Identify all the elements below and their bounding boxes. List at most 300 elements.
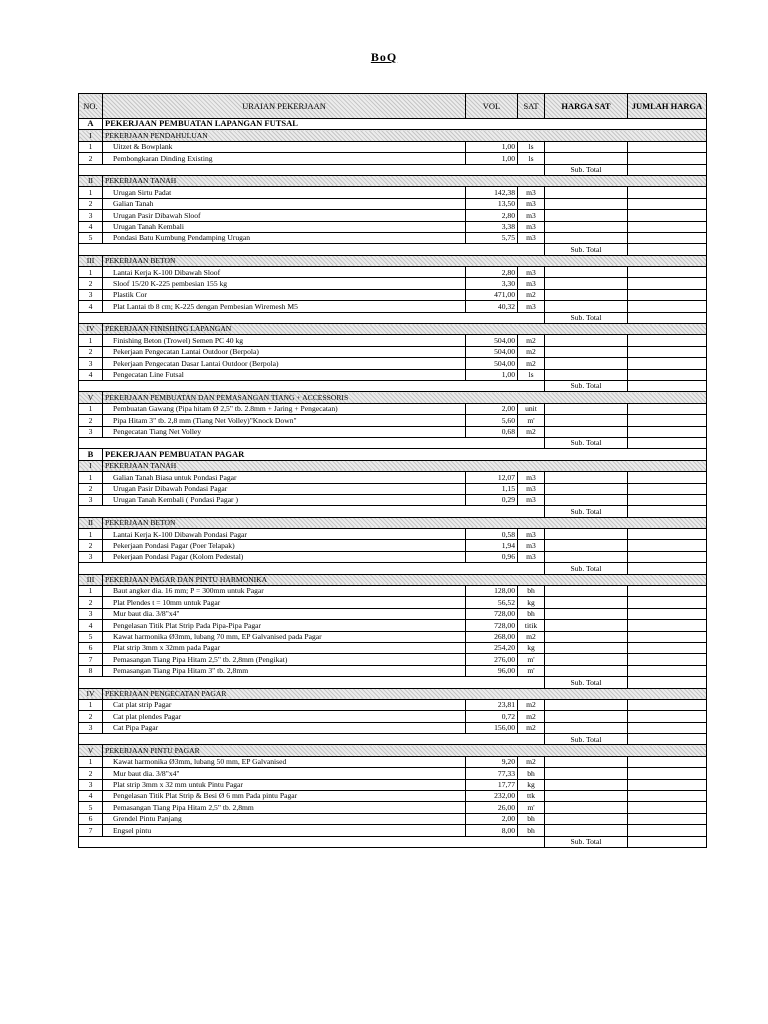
boq-table: [78, 93, 707, 848]
subtotal-spacer: [79, 164, 545, 175]
table-row: [79, 301, 707, 312]
table-row: [79, 791, 707, 802]
table-row: [79, 631, 707, 642]
table-row: [79, 232, 707, 243]
item-jumlah-harga: [628, 198, 707, 209]
subtotal-label: Sub. Total: [545, 312, 628, 323]
item-no: 3: [79, 426, 103, 437]
item-harga-sat: [545, 540, 628, 551]
group-title: PEKERJAAN TANAH: [103, 460, 707, 471]
item-description: Galian Tanah: [103, 198, 466, 209]
item-unit: ls: [518, 141, 545, 152]
item-description: Plastik Cor: [103, 289, 466, 300]
item-volume: 2,80: [466, 267, 518, 278]
table-row: [79, 335, 707, 346]
item-unit: m': [518, 665, 545, 676]
item-volume: 3,30: [466, 278, 518, 289]
item-harga-sat: [545, 802, 628, 813]
item-unit: m2: [518, 631, 545, 642]
group-title: PEKERJAAN PAGAR DAN PINTU HARMONIKA: [103, 574, 707, 585]
header-sat: SAT: [518, 94, 545, 119]
item-description: Uitzet & Bowplank: [103, 141, 466, 152]
item-volume: 40,32: [466, 301, 518, 312]
table-row: [79, 642, 707, 653]
item-unit: m2: [518, 346, 545, 357]
item-harga-sat: [545, 472, 628, 483]
item-volume: 728,00: [466, 608, 518, 619]
item-no: 3: [79, 779, 103, 790]
item-no: 2: [79, 153, 103, 164]
group-code: I: [79, 460, 103, 471]
item-unit: m3: [518, 267, 545, 278]
item-unit: m3: [518, 210, 545, 221]
subtotal-value: [628, 734, 707, 745]
item-volume: 5,75: [466, 232, 518, 243]
item-volume: 8,00: [466, 825, 518, 836]
item-volume: 26,00: [466, 802, 518, 813]
item-volume: 23,81: [466, 699, 518, 710]
item-harga-sat: [545, 335, 628, 346]
item-harga-sat: [545, 597, 628, 608]
item-no: 1: [79, 472, 103, 483]
subtotal-row: [79, 506, 707, 517]
item-description: Pondasi Batu Kumbung Pendamping Urugan: [103, 232, 466, 243]
table-row: [79, 141, 707, 152]
item-jumlah-harga: [628, 551, 707, 562]
item-no: 1: [79, 586, 103, 597]
group-code: V: [79, 745, 103, 756]
item-unit: m3: [518, 187, 545, 198]
item-description: Pembuatan Gawang (Pipa hitam Ø 2,5" tb. 2.8mm + Jaring + Pengecatan): [103, 403, 466, 414]
item-harga-sat: [545, 221, 628, 232]
item-jumlah-harga: [628, 756, 707, 767]
item-jumlah-harga: [628, 722, 707, 733]
item-no: 3: [79, 608, 103, 619]
header-uraian: URAIAN PEKERJAAN: [103, 94, 466, 119]
item-no: 4: [79, 221, 103, 232]
item-jumlah-harga: [628, 358, 707, 369]
item-unit: kg: [518, 642, 545, 653]
item-no: 1: [79, 187, 103, 198]
item-unit: m3: [518, 472, 545, 483]
item-no: 1: [79, 141, 103, 152]
item-unit: m2: [518, 335, 545, 346]
item-volume: 2,00: [466, 403, 518, 414]
item-harga-sat: [545, 711, 628, 722]
item-unit: m3: [518, 483, 545, 494]
item-harga-sat: [545, 494, 628, 505]
subtotal-label: Sub. Total: [545, 836, 628, 847]
item-description: Pengelasan Titik Plat Strip Pada Pipa-Pipa Pagar: [103, 620, 466, 631]
item-no: 2: [79, 278, 103, 289]
subtotal-label: Sub. Total: [545, 734, 628, 745]
item-unit: bh: [518, 813, 545, 824]
item-volume: 3,38: [466, 221, 518, 232]
item-harga-sat: [545, 631, 628, 642]
item-jumlah-harga: [628, 586, 707, 597]
item-volume: 0,29: [466, 494, 518, 505]
item-jumlah-harga: [628, 426, 707, 437]
item-jumlah-harga: [628, 768, 707, 779]
item-jumlah-harga: [628, 779, 707, 790]
item-volume: 13,50: [466, 198, 518, 209]
item-jumlah-harga: [628, 597, 707, 608]
item-no: 5: [79, 631, 103, 642]
item-volume: 504,00: [466, 335, 518, 346]
table-row: [79, 289, 707, 300]
subtotal-row: [79, 244, 707, 255]
item-description: Urugan Sirtu Padat: [103, 187, 466, 198]
item-unit: ls: [518, 153, 545, 164]
item-unit: titik: [518, 620, 545, 631]
item-harga-sat: [545, 232, 628, 243]
item-description: Lantai Kerja K-100 Dibawah Pondasi Pagar: [103, 529, 466, 540]
item-volume: 12,07: [466, 472, 518, 483]
group-row: [79, 574, 707, 585]
item-description: Urugan Pasir Dibawah Pondasi Pagar: [103, 483, 466, 494]
section-title: PEKERJAAN PEMBUATAN PAGAR: [103, 449, 707, 460]
item-no: 1: [79, 529, 103, 540]
item-volume: 268,00: [466, 631, 518, 642]
item-jumlah-harga: [628, 289, 707, 300]
item-volume: 1,00: [466, 141, 518, 152]
item-harga-sat: [545, 620, 628, 631]
item-jumlah-harga: [628, 301, 707, 312]
item-jumlah-harga: [628, 472, 707, 483]
subtotal-value: [628, 164, 707, 175]
item-no: 5: [79, 802, 103, 813]
item-no: 4: [79, 369, 103, 380]
section-code: A: [79, 119, 103, 130]
item-volume: 77,33: [466, 768, 518, 779]
subtotal-value: [628, 506, 707, 517]
table-row: [79, 529, 707, 540]
item-volume: 0,96: [466, 551, 518, 562]
table-row: [79, 665, 707, 676]
table-row: [79, 813, 707, 824]
item-harga-sat: [545, 825, 628, 836]
table-row: [79, 369, 707, 380]
item-jumlah-harga: [628, 802, 707, 813]
item-description: Pekerjaan Pondasi Pagar (Poer Telapak): [103, 540, 466, 551]
group-row: [79, 130, 707, 141]
item-description: Cat Pipa Pagar: [103, 722, 466, 733]
table-row: [79, 346, 707, 357]
item-volume: 471,00: [466, 289, 518, 300]
item-no: 2: [79, 597, 103, 608]
item-harga-sat: [545, 346, 628, 357]
table-row: [79, 221, 707, 232]
item-jumlah-harga: [628, 335, 707, 346]
group-row: [79, 255, 707, 266]
item-harga-sat: [545, 278, 628, 289]
item-unit: m2: [518, 711, 545, 722]
item-volume: 2,00: [466, 813, 518, 824]
item-harga-sat: [545, 768, 628, 779]
table-row: [79, 403, 707, 414]
item-jumlah-harga: [628, 529, 707, 540]
item-harga-sat: [545, 369, 628, 380]
subtotal-spacer: [79, 506, 545, 517]
subtotal-spacer: [79, 563, 545, 574]
subtotal-spacer: [79, 836, 545, 847]
subtotal-label: Sub. Total: [545, 506, 628, 517]
item-jumlah-harga: [628, 267, 707, 278]
item-no: 2: [79, 346, 103, 357]
item-volume: 9,20: [466, 756, 518, 767]
item-unit: m3: [518, 551, 545, 562]
table-row: [79, 198, 707, 209]
item-description: Pengecatan Tiang Net Volley: [103, 426, 466, 437]
table-row: [79, 608, 707, 619]
item-jumlah-harga: [628, 153, 707, 164]
group-code: IV: [79, 688, 103, 699]
item-unit: m2: [518, 358, 545, 369]
item-harga-sat: [545, 358, 628, 369]
item-harga-sat: [545, 529, 628, 540]
item-volume: 728,00: [466, 620, 518, 631]
item-harga-sat: [545, 301, 628, 312]
item-jumlah-harga: [628, 494, 707, 505]
subtotal-spacer: [79, 677, 545, 688]
item-harga-sat: [545, 267, 628, 278]
item-description: Pekerjaan Pondasi Pagar (Kolom Pedestal): [103, 551, 466, 562]
item-unit: kg: [518, 597, 545, 608]
item-harga-sat: [545, 779, 628, 790]
item-unit: m': [518, 654, 545, 665]
item-jumlah-harga: [628, 540, 707, 551]
item-no: 3: [79, 494, 103, 505]
item-description: Pengelasan Titik Plat Strip & Besi Ø 6 mm Pada pintu Pagar: [103, 791, 466, 802]
group-code: III: [79, 255, 103, 266]
item-jumlah-harga: [628, 403, 707, 414]
subtotal-value: [628, 380, 707, 391]
item-jumlah-harga: [628, 654, 707, 665]
item-unit: m2: [518, 756, 545, 767]
item-volume: 0,58: [466, 529, 518, 540]
table-row: [79, 620, 707, 631]
group-row: [79, 688, 707, 699]
group-code: IV: [79, 324, 103, 335]
item-volume: 156,00: [466, 722, 518, 733]
item-unit: bh: [518, 768, 545, 779]
item-description: Cat plat strip Pagar: [103, 699, 466, 710]
table-row: [79, 779, 707, 790]
item-description: Pemasangan Tiang Pipa Hitam 2,5" tb. 2,8mm (Pengikat): [103, 654, 466, 665]
group-title: PEKERJAAN FINISHING LAPANGAN: [103, 324, 707, 335]
item-harga-sat: [545, 187, 628, 198]
item-description: Galian Tanah Biasa untuk Pondasi Pagar: [103, 472, 466, 483]
item-description: Plat Plendes t = 10mm untuk Pagar: [103, 597, 466, 608]
item-harga-sat: [545, 608, 628, 619]
item-volume: 1,15: [466, 483, 518, 494]
item-description: Finishing Beton (Trowel) Semen PC 40 kg: [103, 335, 466, 346]
table-row: [79, 187, 707, 198]
subtotal-spacer: [79, 734, 545, 745]
item-volume: 128,00: [466, 586, 518, 597]
item-no: 3: [79, 551, 103, 562]
item-jumlah-harga: [628, 791, 707, 802]
item-description: Urugan Tanah Kembali: [103, 221, 466, 232]
item-description: Pemasangan Tiang Pipa Hitam 2,5" tb. 2,8mm: [103, 802, 466, 813]
subtotal-label: Sub. Total: [545, 380, 628, 391]
item-no: 2: [79, 768, 103, 779]
item-unit: m3: [518, 540, 545, 551]
item-jumlah-harga: [628, 415, 707, 426]
item-unit: kg: [518, 779, 545, 790]
header-vol: VOL: [466, 94, 518, 119]
subtotal-value: [628, 244, 707, 255]
item-unit: m': [518, 415, 545, 426]
item-description: Urugan Tanah Kembali ( Pondasi Pagar ): [103, 494, 466, 505]
subtotal-spacer: [79, 437, 545, 448]
item-unit: m3: [518, 494, 545, 505]
table-row: [79, 358, 707, 369]
item-volume: 1,94: [466, 540, 518, 551]
item-no: 1: [79, 335, 103, 346]
subtotal-label: Sub. Total: [545, 437, 628, 448]
item-description: Mur baut dia. 3/8"x4": [103, 768, 466, 779]
section-row: [79, 449, 707, 460]
item-no: 1: [79, 699, 103, 710]
item-description: Baut angker dia. 16 mm; P = 300mm untuk Pagar: [103, 586, 466, 597]
item-no: 7: [79, 654, 103, 665]
table-row: [79, 711, 707, 722]
group-title: PEKERJAAN PENGECATAN PAGAR: [103, 688, 707, 699]
table-row: [79, 278, 707, 289]
item-no: 2: [79, 483, 103, 494]
item-unit: bh: [518, 825, 545, 836]
item-unit: m3: [518, 529, 545, 540]
group-row: [79, 745, 707, 756]
item-unit: m': [518, 802, 545, 813]
group-title: PEKERJAAN BETON: [103, 517, 707, 528]
item-volume: 5,60: [466, 415, 518, 426]
table-row: [79, 756, 707, 767]
section-code: B: [79, 449, 103, 460]
item-volume: 142,38: [466, 187, 518, 198]
item-description: Plat Lantai tb 8 cm; K-225 dengan Pembesian Wiremesh M5: [103, 301, 466, 312]
group-code: V: [79, 392, 103, 403]
item-unit: ls: [518, 369, 545, 380]
group-code: III: [79, 574, 103, 585]
section-row: [79, 119, 707, 130]
item-unit: m3: [518, 301, 545, 312]
item-description: Pekerjaan Pengecatan Lantai Outdoor (Berpola): [103, 346, 466, 357]
item-volume: 96,00: [466, 665, 518, 676]
item-description: Grendel Pintu Panjang: [103, 813, 466, 824]
table-row: [79, 267, 707, 278]
item-harga-sat: [545, 551, 628, 562]
item-harga-sat: [545, 665, 628, 676]
item-jumlah-harga: [628, 369, 707, 380]
item-jumlah-harga: [628, 187, 707, 198]
item-no: 4: [79, 791, 103, 802]
item-description: Urugan Pasir Dibawah Sloof: [103, 210, 466, 221]
subtotal-spacer: [79, 312, 545, 323]
item-no: 4: [79, 620, 103, 631]
item-jumlah-harga: [628, 620, 707, 631]
table-row: [79, 722, 707, 733]
group-title: PEKERJAAN PENDAHULUAN: [103, 130, 707, 141]
item-volume: 504,00: [466, 346, 518, 357]
item-harga-sat: [545, 586, 628, 597]
item-jumlah-harga: [628, 232, 707, 243]
item-no: 2: [79, 540, 103, 551]
item-jumlah-harga: [628, 665, 707, 676]
item-volume: 232,00: [466, 791, 518, 802]
item-harga-sat: [545, 153, 628, 164]
item-jumlah-harga: [628, 642, 707, 653]
subtotal-row: [79, 734, 707, 745]
item-no: 2: [79, 415, 103, 426]
item-jumlah-harga: [628, 631, 707, 642]
subtotal-spacer: [79, 380, 545, 391]
subtotal-label: Sub. Total: [545, 244, 628, 255]
item-volume: 0,72: [466, 711, 518, 722]
item-description: Mur baut dia. 3/8"x4": [103, 608, 466, 619]
item-unit: m3: [518, 278, 545, 289]
item-no: 1: [79, 267, 103, 278]
item-unit: m2: [518, 289, 545, 300]
item-jumlah-harga: [628, 221, 707, 232]
item-unit: m2: [518, 699, 545, 710]
item-description: Engsel pintu: [103, 825, 466, 836]
subtotal-row: [79, 677, 707, 688]
table-row: [79, 825, 707, 836]
item-no: 7: [79, 825, 103, 836]
item-unit: ttk: [518, 791, 545, 802]
boq-table-body: [79, 119, 707, 848]
item-unit: m3: [518, 221, 545, 232]
item-description: Pembongkaran Dinding Existing: [103, 153, 466, 164]
item-harga-sat: [545, 722, 628, 733]
item-harga-sat: [545, 426, 628, 437]
item-description: Plat strip 3mm x 32mm pada Pagar: [103, 642, 466, 653]
item-jumlah-harga: [628, 711, 707, 722]
item-no: 1: [79, 756, 103, 767]
item-volume: 276,00: [466, 654, 518, 665]
item-no: 3: [79, 358, 103, 369]
item-no: 4: [79, 301, 103, 312]
section-title: PEKERJAAN PEMBUATAN LAPANGAN FUTSAL: [103, 119, 707, 130]
table-row: [79, 210, 707, 221]
subtotal-value: [628, 563, 707, 574]
table-row: [79, 699, 707, 710]
item-volume: 0,68: [466, 426, 518, 437]
document-title: BoQ: [370, 50, 398, 64]
group-title: PEKERJAAN TANAH: [103, 175, 707, 186]
item-description: Kawat harmonika Ø3mm, lubang 50 mm, EP Galvanised: [103, 756, 466, 767]
group-row: [79, 392, 707, 403]
item-no: 6: [79, 813, 103, 824]
group-row: [79, 175, 707, 186]
subtotal-label: Sub. Total: [545, 563, 628, 574]
table-row: [79, 551, 707, 562]
item-unit: unit: [518, 403, 545, 414]
subtotal-value: [628, 836, 707, 847]
table-row: [79, 586, 707, 597]
table-row: [79, 802, 707, 813]
item-description: Pipa Hitam 3" tb. 2,8 mm (Tiang Net Volley)"Knock Down": [103, 415, 466, 426]
table-row: [79, 415, 707, 426]
item-no: 5: [79, 232, 103, 243]
subtotal-value: [628, 437, 707, 448]
subtotal-spacer: [79, 244, 545, 255]
item-harga-sat: [545, 642, 628, 653]
subtotal-label: Sub. Total: [545, 677, 628, 688]
item-jumlah-harga: [628, 210, 707, 221]
